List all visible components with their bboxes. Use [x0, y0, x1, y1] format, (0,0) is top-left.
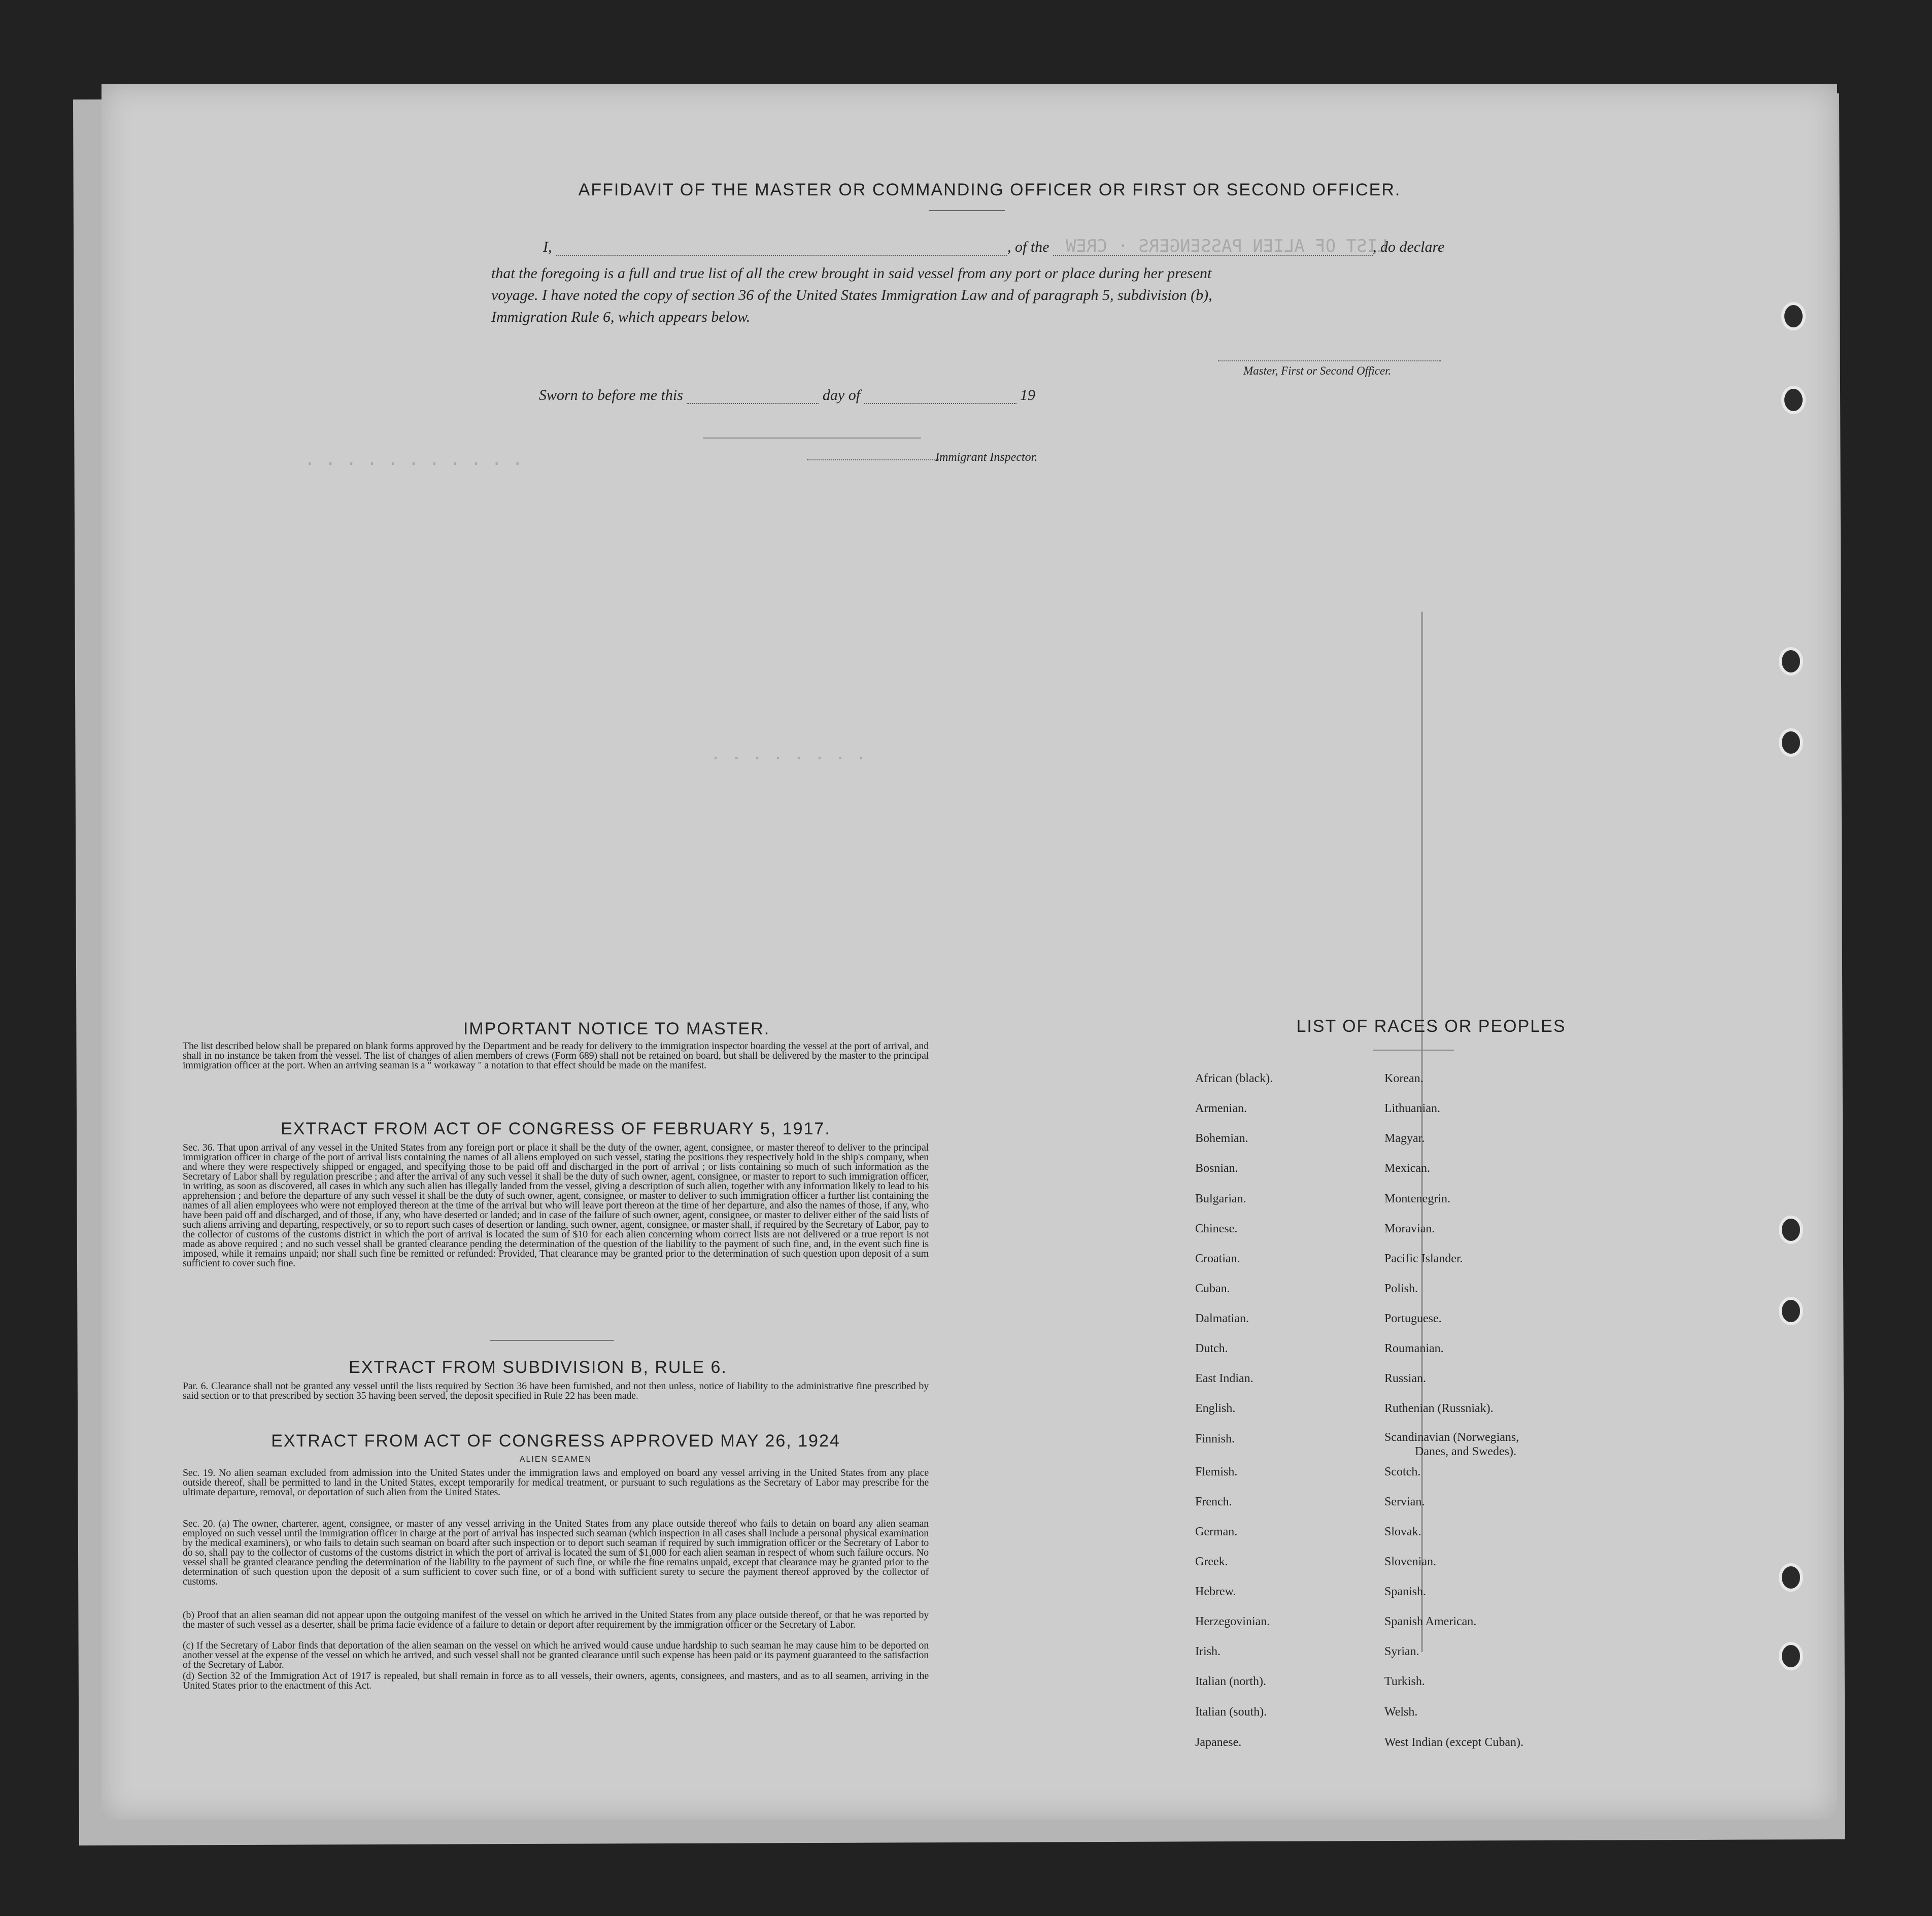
race-item: Polish.: [1384, 1282, 1418, 1295]
punch-hole: [1781, 302, 1806, 330]
affidavit-line-2: that the foregoing is a full and true list of all the crew brought in said vessel from any port or place during her present: [491, 265, 1212, 282]
race-item: Greek.: [1195, 1555, 1228, 1568]
act-1924-sec20a: Sec. 20. (a) The owner, charterer, agent, consignee, or master of any vessel arriving in the United States from any place outside thereof who fails to detain on board any alien seaman employed on such vessel until the immigration officer in charge at the port of arrival has inspected such seaman (which inspection in all cases shall include a personal physical examination by the medical examiners), or who fails to detain such seaman on board after such inspection or to deport such seaman if required by such immigration officer or the Secretary of Labor to do so, shall pay to the collector of customs of the customs district in which the port of arrival is located the sum of $1,000 for each alien seaman in respect of whom such failure occurs. No vessel shall be granted clearance pending the determination of the liability to the payment of such fine, or while the fine remains unpaid, except that clearance may be granted prior to the determination of such question upon the deposit of a sum sufficient to cover such fine, or of a bond with sufficient surety to secure the payment thereof approved by the collector of customs.: [183, 1518, 929, 1587]
inspector-signature-line[interactable]: [807, 459, 939, 460]
act-1924-title: EXTRACT FROM ACT OF CONGRESS APPROVED MAY 26, 1924: [271, 1431, 840, 1451]
race-item: Montenegrin.: [1384, 1192, 1450, 1205]
race-item: Bosnian.: [1195, 1162, 1238, 1175]
race-item: Spanish.: [1384, 1585, 1427, 1598]
officer-signature-line[interactable]: [1218, 360, 1441, 361]
race-item: Welsh.: [1384, 1705, 1418, 1719]
bleed-through: LIST OF ALIEN PASSENGERS · CREW: [1066, 236, 1388, 256]
race-item: Italian (south).: [1195, 1705, 1267, 1719]
act-1917-title: EXTRACT FROM ACT OF CONGRESS OF FEBRUARY 5, 1917.: [281, 1119, 831, 1138]
vessel-blank[interactable]: [1053, 255, 1373, 256]
punch-hole: [1779, 1642, 1803, 1670]
race-item: Dutch.: [1195, 1342, 1228, 1355]
bleed-through: . . . . . . . .: [710, 744, 867, 764]
officer-caption: Master, First or Second Officer.: [1243, 364, 1392, 377]
rule: [703, 438, 921, 439]
sworn-prefix: Sworn to before me this: [539, 387, 683, 404]
race-item: Korean.: [1384, 1072, 1423, 1085]
race-item: Bulgarian.: [1195, 1192, 1246, 1205]
race-item: West Indian (except Cuban).: [1384, 1736, 1523, 1749]
act-1924-sec19: Sec. 19. No alien seaman excluded from admission into the United States under the immigration laws and employed on board any vessel arriving in the United States from any place outside thereof, shall be permitted to land in the United States, except temporarily for medical treatment, or pursuant to such regulations as the Secretary of Labor may prescribe for the ultimate departure, removal, or deportation of such alien from the United States.: [183, 1467, 929, 1498]
race-item: Slovak.: [1384, 1525, 1421, 1538]
race-item: Slovenian.: [1384, 1555, 1436, 1568]
act-1924-sec20c: (c) If the Secretary of Labor finds that deportation of the alien seaman on the vessel on which he arrived would cause undue hardship to such seaman he may cause him to be deported on another vessel at the expense of the vessel on which he arrived, and such vessel shall not be granted clearance until such expense has been paid or its payment guaranteed to the satisfaction of the Secretary of Labor.: [183, 1640, 929, 1670]
race-item: Japanese.: [1195, 1736, 1242, 1749]
race-item: Mexican.: [1384, 1162, 1430, 1175]
notice-title: IMPORTANT NOTICE TO MASTER.: [463, 1019, 770, 1038]
race-item: French.: [1195, 1495, 1232, 1508]
race-item: Chinese.: [1195, 1222, 1238, 1235]
affidavit-of-the: , of the: [1007, 239, 1049, 255]
sworn-line: [539, 387, 1035, 404]
affidavit-line-4: Immigration Rule 6, which appears below.: [491, 309, 751, 325]
affidavit-i: I,: [543, 239, 552, 255]
race-item: Russian.: [1384, 1372, 1427, 1385]
subdivision-title: EXTRACT FROM SUBDIVISION B, RULE 6.: [349, 1358, 727, 1377]
punch-hole: [1779, 1563, 1803, 1592]
name-blank[interactable]: [556, 255, 1007, 256]
race-item: English.: [1195, 1402, 1236, 1415]
affidavit-title: AFFIDAVIT OF THE MASTER OR COMMANDING OFFICER OR FIRST OR SECOND OFFICER.: [578, 180, 1401, 199]
race-item: Roumanian.: [1384, 1342, 1444, 1355]
race-item: Turkish.: [1384, 1675, 1425, 1688]
title-rule: [929, 210, 1005, 211]
act-1924-subtitle: ALIEN SEAMEN: [519, 1455, 592, 1464]
race-item: Magyar.: [1384, 1132, 1425, 1145]
race-item: Croatian.: [1195, 1252, 1240, 1265]
race-item: Herzegovinian.: [1195, 1615, 1270, 1628]
subdivision-body: Par. 6. Clearance shall not be granted any vessel until the lists required by Section 36 have been furnished, and not then unless, notice of liability to the administrative fine prescribed by said section or to that prescribed by section 35 having been served, the deposit specified in Rule 22 has been made.: [183, 1381, 929, 1401]
race-item: Finnish.: [1195, 1432, 1235, 1446]
race-item: Servian.: [1384, 1495, 1425, 1508]
race-item: Armenian.: [1195, 1102, 1247, 1115]
punch-hole: [1779, 1216, 1803, 1244]
punch-hole: [1779, 728, 1803, 757]
rule: [490, 1340, 614, 1341]
race-item: Flemish.: [1195, 1465, 1238, 1478]
race-item: Irish.: [1195, 1645, 1221, 1658]
race-item: Moravian.: [1384, 1222, 1435, 1235]
act-1924-sec20b: (b) Proof that an alien seaman did not appear upon the outgoing manifest of the vessel on which he arrived in the United States from any place outside thereof, or that he was reported by the master of such vessel as a deserter, shall be prima facie evidence of a failure to detain or deport after requirement by the immigration officer or the Secretary of Labor.: [183, 1609, 929, 1630]
affidavit-line-1: [543, 239, 1444, 256]
sworn-day-of: day of: [822, 387, 861, 404]
act-1917-body: Sec. 36. That upon arrival of any vessel in the United States from any foreign port or place it shall be the duty of the owner, agent, consignee, or master thereof to deliver to the principal immigration officer in charge of the port of arrival lists containing the names of all aliens employed on such vessel, stating the positions they respectively hold in the ship's company, when and where they were respectively shipped or engaged, and specifying those to be paid off and discharged in the port of arrival ; or lists containing so much of such information as the Secretary of Labor shall by regulation prescribe ; and after the arrival of any such vessel it shall be the duty of such owner, agent, consignee, or master to report to such immigration officer, in writing, as soon as discovered, all cases in which any such alien has illegally landed from the vessel, giving a description of such alien, together with any information likely to lead to his apprehension ; and before the departure of any such vessel it shall be the duty of such owner, agent, consignee, or master to deliver to such immigration officer a further list containing the names of all alien employees who were not employed thereon at the time of the arrival but who will leave port thereon at the time of her departure, and also the names of those, if any, who have been paid off and discharged, and of those, if any, who have deserted or landed; and in case of the failure of such owner, agent, consignee, or master to deliver either of the said lists of such aliens arriving and departing, respectively, or so to report such cases of desertion or landing, such owner, agent, consignee, or master shall, if required by the Secretary of Labor, pay to the collector of customs of the customs district in which the port of arrival is located the sum of $10 for each alien concerning whom correct lists are not delivered or a true report is not made as above required ; and no such vessel shall be granted clearance pending the determination of the question of the liability to the payment of such fine, and, in the event such fine is imposed, while it remains unpaid; nor shall such fine be remitted or refunded: Provided, That clearance may be granted prior to the determination of such question upon deposit of a sum sufficient to cover such fine.: [183, 1142, 929, 1269]
race-item: Ruthenian (Russniak).: [1384, 1402, 1494, 1415]
sworn-year: 19: [1020, 387, 1036, 404]
race-item: Scotch.: [1384, 1465, 1421, 1478]
race-item: Bohemian.: [1195, 1132, 1248, 1145]
affidavit-declare: , do declare: [1373, 239, 1445, 255]
race-item-continued: Danes, and Swedes).: [1415, 1445, 1516, 1458]
act-1924-sec20d: (d) Section 32 of the Immigration Act of 1917 is repealed, but shall remain in force as to all vessels, their owners, agents, consignees, and masters, and as to all seamen, arriving in the United States prior to the enactment of this Act.: [183, 1670, 929, 1691]
punch-hole: [1779, 1297, 1803, 1325]
race-item: Portuguese.: [1384, 1312, 1442, 1325]
notice-body: The list described below shall be prepared on blank forms approved by the Department and be ready for delivery to the immigration inspector boarding the vessel at the port of arrival, and shall in no instance be taken from the vessel. The list of changes of alien members of crews (Form 689) shall not be retained on board, but shall be delivered by the master to the principal immigration officer at the port. When an arriving seaman is a " workaway " a notation to that effect should be made on the manifest.: [183, 1040, 929, 1071]
race-item: Italian (north).: [1195, 1675, 1266, 1688]
races-title: LIST OF RACES OR PEOPLES: [1296, 1017, 1566, 1036]
rule: [1373, 1050, 1454, 1051]
sworn-day-blank[interactable]: [687, 403, 819, 404]
race-item: Scandinavian (Norwegians,: [1384, 1431, 1519, 1444]
sworn-month-blank[interactable]: [864, 403, 1016, 404]
punch-hole: [1781, 386, 1806, 414]
race-item: African (black).: [1195, 1072, 1273, 1085]
race-item: Lithuanian.: [1384, 1102, 1440, 1115]
race-item: Spanish American.: [1384, 1615, 1477, 1628]
inspector-caption: Immigrant Inspector.: [935, 451, 1038, 464]
punch-hole: [1779, 647, 1803, 676]
race-item: Hebrew.: [1195, 1585, 1236, 1598]
affidavit-line-3: voyage. I have noted the copy of section 36 of the United States Immigration Law and of paragraph 5, subdivision (b),: [491, 287, 1212, 304]
race-item: Pacific Islander.: [1384, 1252, 1463, 1265]
race-item: Dalmatian.: [1195, 1312, 1249, 1325]
race-item: Syrian.: [1384, 1645, 1419, 1658]
race-item: East Indian.: [1195, 1372, 1253, 1385]
race-item: Cuban.: [1195, 1282, 1230, 1295]
race-item: German.: [1195, 1525, 1238, 1538]
bleed-through: . . . . . . . . . . .: [304, 449, 523, 469]
